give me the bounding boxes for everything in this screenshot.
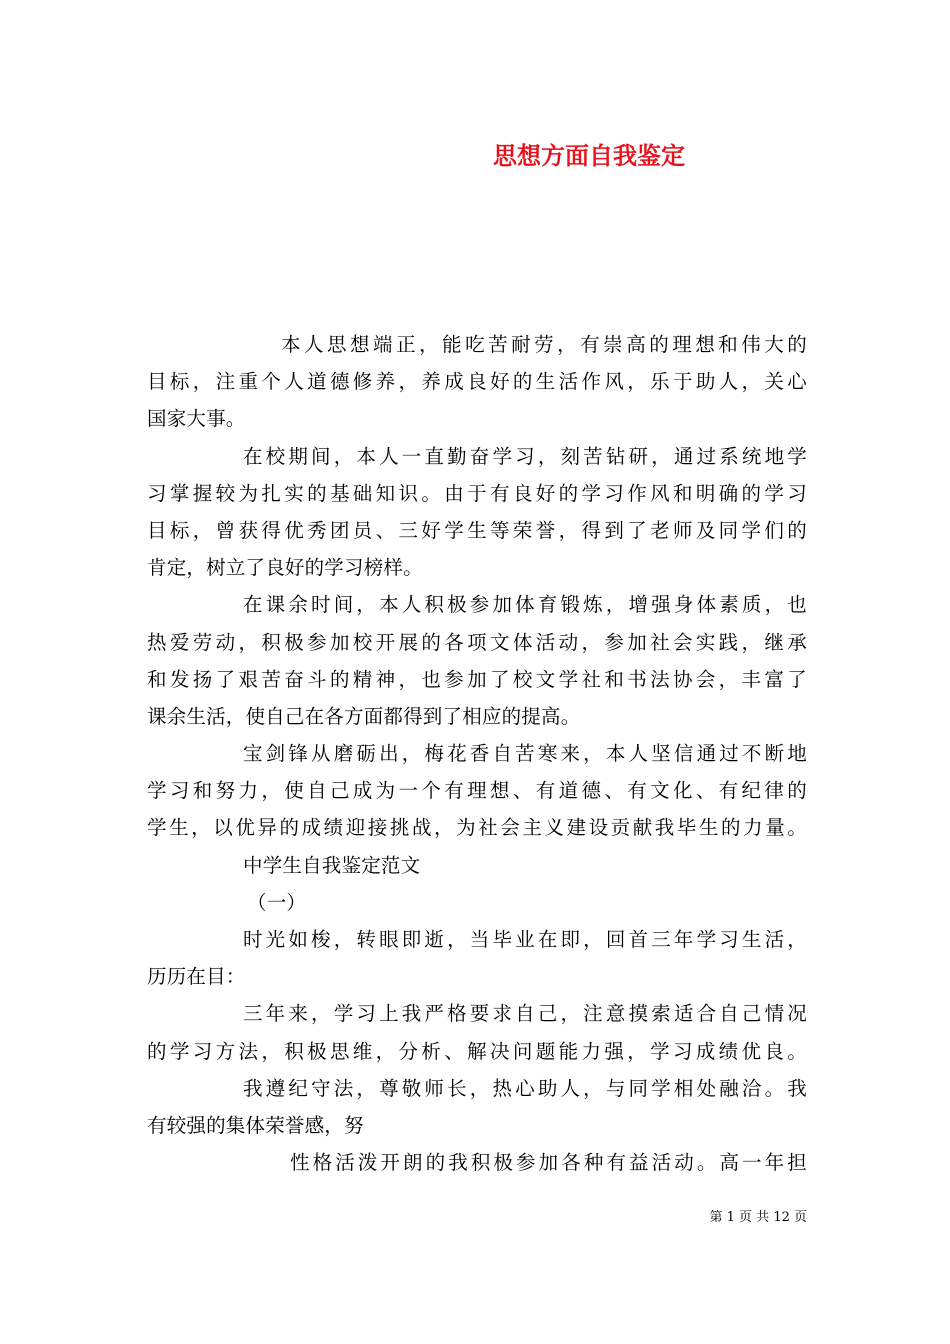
document-body [147,326,807,1181]
text-line: 我遵纪守法，尊敬师长，热心助人，与同学相处融洽。我 [243,1076,807,1100]
section-number: （一） [247,890,307,914]
text-line: 目标，注重个人道德修养，养成良好的生活作风，乐于助人，关心 [147,370,807,394]
text-line: 时光如梭，转眼即逝，当毕业在即，回首三年学习生活， [243,928,807,951]
text-line: 有较强的集体荣誉感，努 [147,1113,364,1137]
text-line: 历历在目： [147,965,246,989]
text-line: 性格活泼开朗的我积极参加各种有益活动。高一年担 [290,1151,807,1175]
text-line: 学习和努力，使自己成为一个有理想、有道德、有文化、有纪律的 [147,779,807,803]
section-heading: 中学生自我鉴定范文 [243,853,421,877]
text-line: 肯定，树立了良好的学习榜样。 [147,556,423,580]
page-footer: 第 1 页 共 12 页 [709,1210,807,1225]
text-line: 国家大事。 [147,407,246,431]
text-line: 三年来，学习上我严格要求自己，注意摸索适合自己情况 [243,1002,807,1026]
text-line: 宝剑锋从磨砺出，梅花香自苦寒来，本人坚信通过不断地 [243,742,807,766]
text-line: 在校期间，本人一直勤奋学习，刻苦钻研，通过系统地学 [243,444,807,468]
page-title: 思想方面自我鉴定 [493,141,685,170]
text-line: 的学习方法，积极思维，分析、解决问题能力强，学习成绩优良。 [147,1039,807,1063]
text-line: 目标，曾获得优秀团员、三好学生等荣誉，得到了老师及同学们的 [147,518,807,542]
text-line: 在课余时间，本人积极参加体育锻炼，增强身体素质，也 [243,593,807,617]
text-line: 习掌握较为扎实的基础知识。由于有良好的学习作风和明确的学习 [147,481,807,505]
text-line: 学生，以优异的成绩迎接挑战，为社会主义建设贡献我毕生的力量。 [147,816,807,840]
text-line: 本人思想端正，能吃苦耐劳，有崇高的理想和伟大的 [281,333,807,356]
text-line: 和发扬了艰苦奋斗的精神，也参加了校文学社和书法协会，丰富了 [147,667,807,691]
text-line: 课余生活，使自己在各方面都得到了相应的提高。 [147,704,581,728]
text-line: 热爱劳动，积极参加校开展的各项文体活动，参加社会实践，继承 [147,630,807,654]
